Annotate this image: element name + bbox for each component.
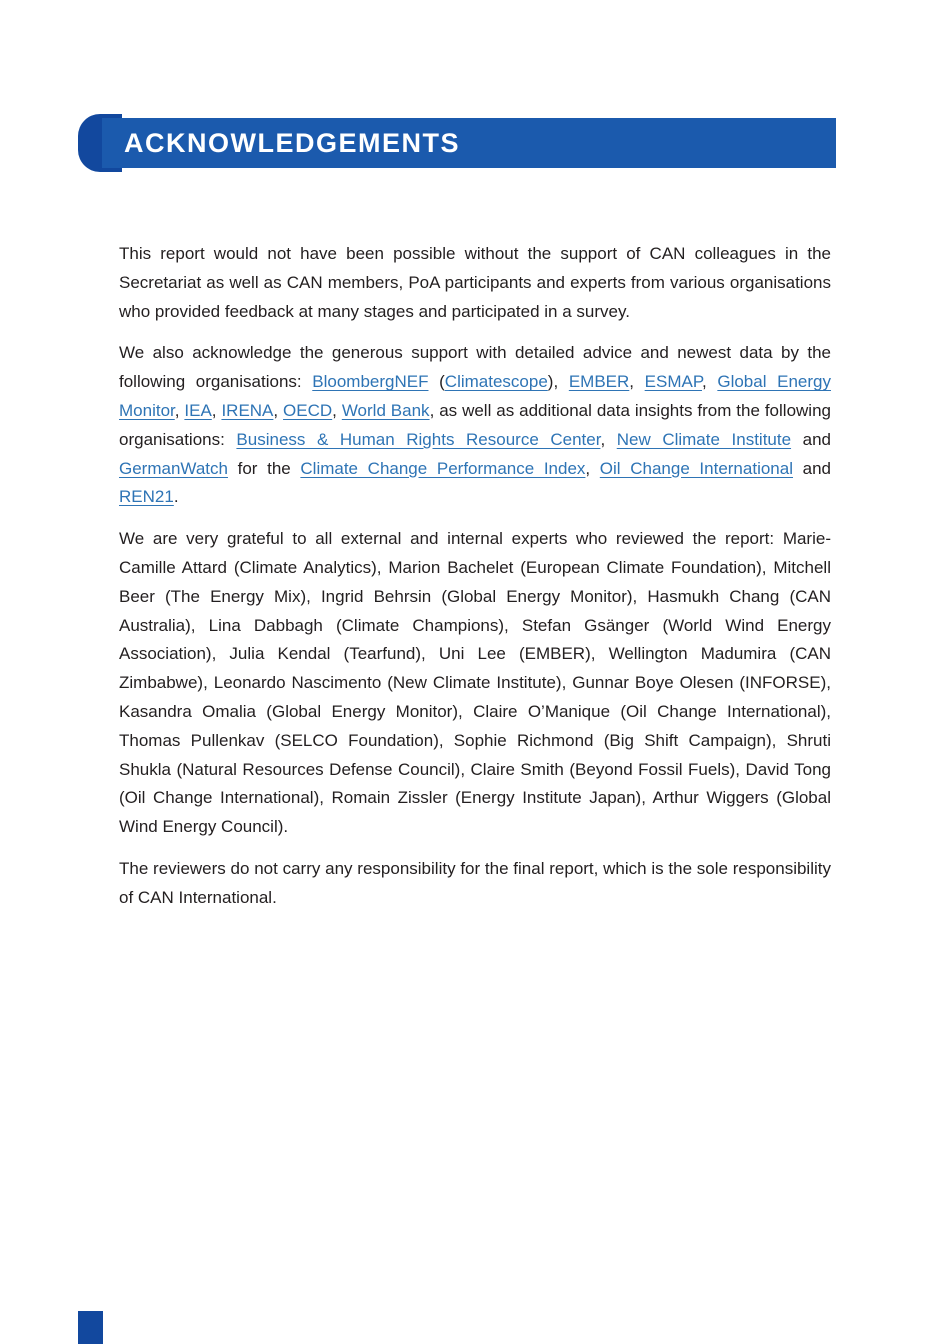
text-run: We also acknowledge the generous support with detailed advice and newest data by the following organisations: — [119, 343, 831, 392]
footer-accent-mark — [78, 1311, 103, 1344]
link-ren21[interactable]: REN21 — [119, 487, 174, 507]
section-title: ACKNOWLEDGEMENTS — [124, 127, 460, 158]
text-run: . — [173, 487, 179, 507]
link-oecd[interactable]: OECD — [283, 400, 333, 420]
text-run: The reviewers do not carry any responsibility for the final report, which is the sole responsibility of CAN International. — [119, 858, 831, 907]
paragraph — [119, 339, 831, 512]
text-run: for the — [227, 458, 301, 478]
text-run: , — [701, 372, 718, 392]
text-run: , — [174, 400, 185, 420]
text-run: ), — [547, 372, 569, 392]
link-business-human-rights-resource-center[interactable]: Business & Human Rights Resource Center — [236, 429, 601, 449]
text-run: , — [629, 372, 645, 392]
text-run: This report would not have been possible without the support of CAN colleagues in the Secretariat as well as CAN members, PoA participants and experts from various organisations who provided feedback at many stages and participated in a survey. — [119, 244, 831, 321]
link-bloombergnef[interactable]: BloombergNEF — [312, 372, 429, 392]
link-climate-change-performance-index[interactable]: Climate Change Performance Index — [300, 458, 586, 478]
text-run: , as well as additional data insights from the following organisations: — [119, 400, 831, 449]
text-run: We are very grateful to all external and internal experts who reviewed the report: Marie-Camille Attard (Climate Analytics), Marion Bachelet (European Climate Foundation), Mitchell Beer (The Energy Mix), Ingrid Behrsin (Global Energy Monitor), Hasmukh Chang (CAN Australia), Lina Dabbagh (Climate Champions), Stefan Gsänger (World Wind Energy Association), Julia Kendal (Tearfund), Uni Lee (EMBER), Wellington Madumira (CAN Zimbabwe), Leonardo Nascimento (New Climate Institute), Gunnar Boye Olesen (INFORSE), Kasandra Omalia (Global Energy Monitor), Claire O’Manique (Oil Change International), Thomas Pullenkav (SELCO Foundation), Sophie Richmond (Big Shift Campaign), Shruti Shukla (Natural Resources Defense Council), Claire Smith (Beyond Fossil Fuels), David Tong (Oil Change International), Romain Zissler (Energy Institute Japan), Arthur Wiggers (Global Wind Energy Council). — [119, 529, 831, 837]
text-run: , — [332, 400, 342, 420]
paragraph — [119, 855, 831, 913]
link-irena[interactable]: IRENA — [221, 400, 274, 420]
text-run: and — [791, 429, 831, 449]
link-oil-change-international[interactable]: Oil Change International — [599, 458, 793, 478]
text-run: , — [585, 458, 600, 478]
link-esmap[interactable]: ESMAP — [644, 372, 702, 392]
link-new-climate-institute[interactable]: New Climate Institute — [616, 429, 792, 449]
text-run: and — [793, 458, 832, 478]
link-iea[interactable]: IEA — [184, 400, 212, 420]
link-global-energy-monitor[interactable]: Global Energy Monitor — [119, 372, 831, 420]
text-run: ( — [428, 372, 445, 392]
paragraph — [119, 525, 831, 842]
text-run: , — [600, 429, 617, 449]
link-climatescope[interactable]: Climatescope — [444, 372, 548, 392]
link-germanwatch[interactable]: GermanWatch — [119, 458, 228, 478]
paragraph — [119, 240, 831, 326]
link-ember[interactable]: EMBER — [568, 372, 630, 392]
section-header-band — [102, 118, 836, 168]
body-paragraphs — [119, 240, 831, 926]
text-run: , — [211, 400, 222, 420]
text-run: , — [273, 400, 284, 420]
link-world-bank[interactable]: World Bank — [341, 400, 430, 420]
